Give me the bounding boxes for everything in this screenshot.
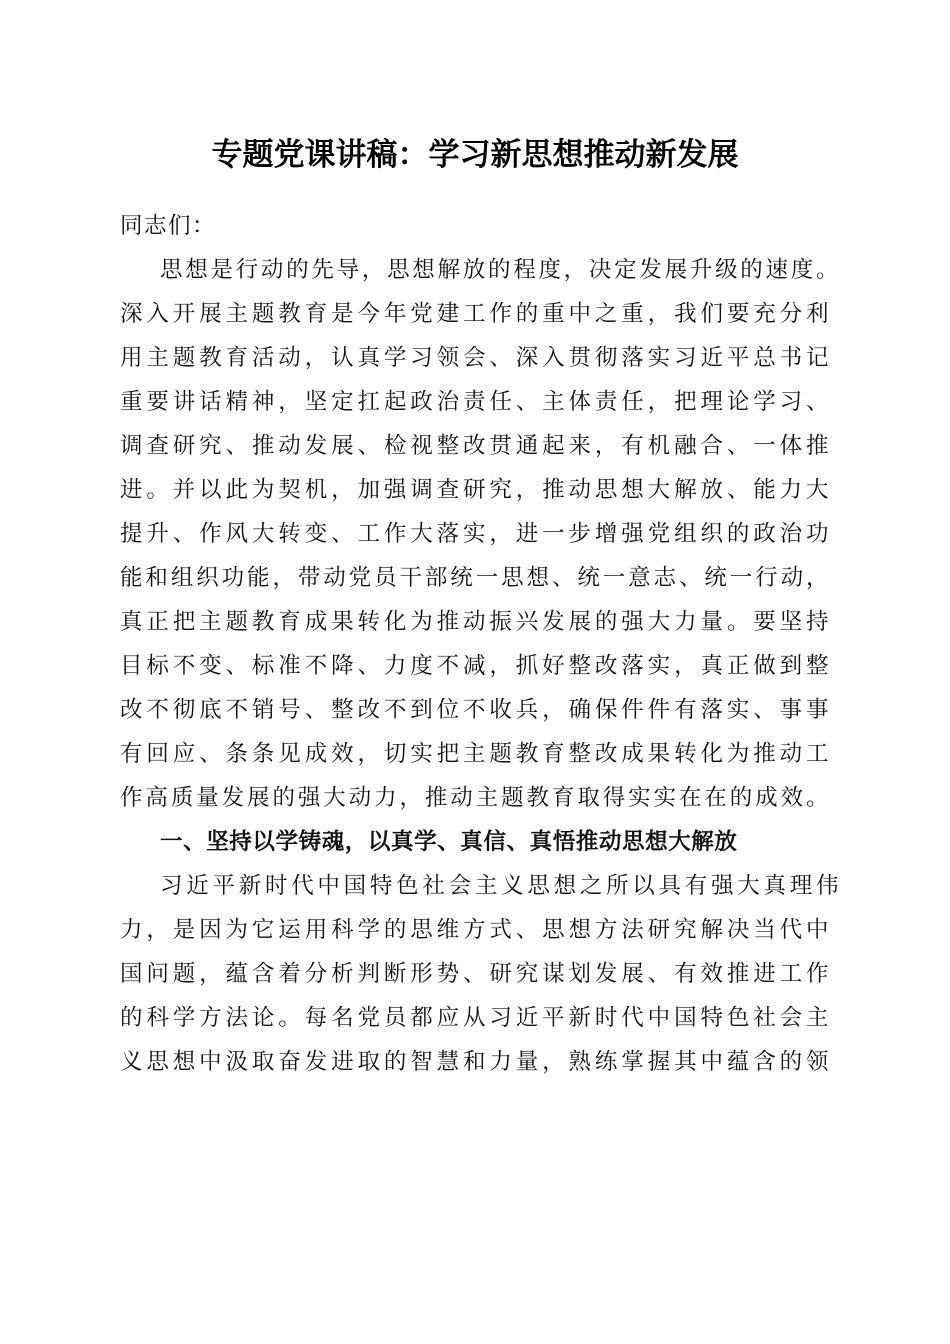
paragraph-2-line: 国问题，蕴含着分析判断形势、研究谋划发展、有效推进工作 — [120, 961, 830, 987]
paragraph-2-line: 习近平新时代中国特色社会主义思想之所以具有强大真理伟 — [160, 873, 840, 899]
paragraph-1-line: 用主题教育活动，认真学习领会、深入贯彻落实习近平总书记 — [120, 345, 830, 371]
paragraph-2-line: 义思想中汲取奋发进取的智慧和力量，熟练掌握其中蕴含的领 — [120, 1049, 830, 1075]
section-heading-1: 一、坚持以学铸魂，以真学、真信、真悟推动思想大解放 — [160, 829, 738, 855]
paragraph-1-line: 提升、作风大转变、工作大落实，进一步增强党组织的政治功 — [120, 521, 830, 547]
paragraph-2-line: 力，是因为它运用科学的思维方式、思想方法研究解决当代中 — [120, 917, 830, 943]
paragraph-1-line: 真正把主题教育成果转化为推动振兴发展的强大力量。要坚持 — [120, 609, 830, 635]
salutation: 同志们： — [120, 213, 217, 239]
paragraph-1-line: 思想是行动的先导，思想解放的程度，决定发展升级的速度。 — [160, 257, 840, 283]
paragraph-1-line: 进。并以此为契机，加强调查研究，推动思想大解放、能力大 — [120, 477, 830, 503]
paragraph-1-line: 作高质量发展的强大动力，推动主题教育取得实实在在的成效。 — [120, 785, 830, 811]
paragraph-2-line: 的科学方法论。每名党员都应从习近平新时代中国特色社会主 — [120, 1005, 830, 1031]
paragraph-1-line: 改不彻底不销号、整改不到位不收兵，确保件件有落实、事事 — [120, 697, 830, 723]
paragraph-1-line: 调查研究、推动发展、检视整改贯通起来，有机融合、一体推 — [120, 433, 830, 459]
document-title: 专题党课讲稿：学习新思想推动新发展 — [211, 137, 739, 173]
paragraph-1-line: 深入开展主题教育是今年党建工作的重中之重，我们要充分利 — [120, 301, 830, 327]
paragraph-1-line: 目标不变、标准不降、力度不减，抓好整改落实，真正做到整 — [120, 653, 830, 679]
paragraph-1-line: 能和组织功能，带动党员干部统一思想、统一意志、统一行动， — [120, 565, 830, 591]
paragraph-1-line: 有回应、条条见成效，切实把主题教育整改成果转化为推动工 — [120, 741, 830, 767]
paragraph-1-line: 重要讲话精神，坚定扛起政治责任、主体责任，把理论学习、 — [120, 389, 830, 415]
